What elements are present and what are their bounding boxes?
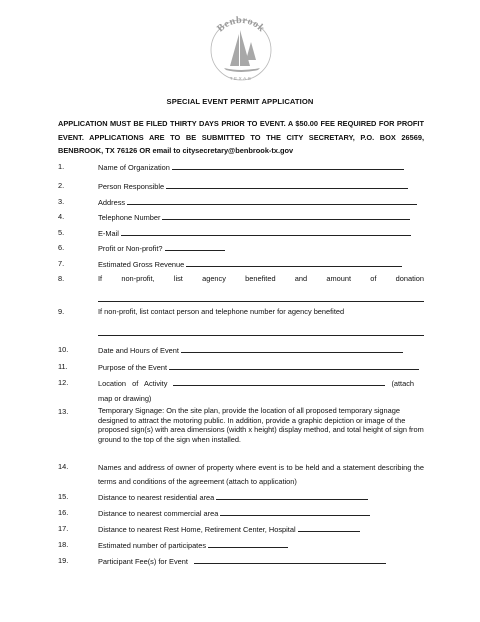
estimated-gross-revenue-field[interactable]	[186, 258, 402, 267]
name-of-organization-field[interactable]	[172, 161, 404, 170]
distance-residential-field[interactable]	[216, 491, 368, 500]
filing-notice: APPLICATION MUST BE FILED THIRTY DAYS PRIOR TO EVENT. A $50.00 FEE REQUIRED FOR PROFIT EVENT. APPLICATIONS ARE TO BE SUBMITTED TO THE CITY SECRETARY, P.O. BOX 26569, BENBROOK, TX 76126 OR email to citysecretary@benbrook-tx.gov	[58, 119, 424, 156]
item-number: 4.	[58, 212, 65, 221]
benbrook-logo	[206, 12, 276, 82]
logo-state: TEXAS	[229, 76, 253, 81]
item-label: Person Responsible	[98, 182, 165, 191]
item-number: 3.	[58, 197, 65, 206]
item-label: Temporary Signage: On the site plan, provide the location of all proposed temporary signage designed to attract the motoring public. In addition, provide a graphic depiction or image of the proposed sign(s) with area dimensions (width x height) display method, and total height of sign from ground to the top of the sign when installed.	[98, 406, 424, 444]
item-number: 13.	[58, 407, 69, 416]
item-label: Distance to nearest Rest Home, Retirement Center, Hospital	[98, 525, 296, 534]
item-label: Name of Organization	[98, 163, 170, 172]
purpose-of-event-field[interactable]	[169, 361, 419, 370]
item-label-suffix: (attach	[391, 379, 415, 388]
item-label: Names and address of owner of property where event is to be held and a statement describing the terms and conditions of the agreement (attach to application)	[98, 463, 424, 486]
item-number: 16.	[58, 508, 69, 517]
distance-rest-home-field[interactable]	[298, 523, 360, 532]
item-label: If non-profit, list contact person and telephone number for agency benefited	[98, 307, 345, 316]
item-number: 18.	[58, 540, 69, 549]
item-number: 6.	[58, 243, 65, 252]
logo-name: Benbrook	[215, 14, 267, 35]
location-of-activity-field[interactable]	[173, 377, 385, 386]
participant-fees-field[interactable]	[194, 555, 386, 564]
item-number: 19.	[58, 556, 69, 565]
person-responsible-field[interactable]	[166, 180, 408, 189]
sailboat-icon	[224, 30, 260, 72]
item-number: 1.	[58, 162, 65, 171]
email-field[interactable]	[121, 227, 411, 236]
item-number: 14.	[58, 462, 69, 471]
item-label: If non-profit, list agency benefited and amount of donation	[98, 274, 424, 283]
item-number: 11.	[58, 362, 68, 371]
item-label: Date and Hours of Event	[98, 346, 179, 355]
item-label: Estimated number of participates	[98, 541, 207, 550]
item-label: Address	[98, 198, 126, 207]
item-number: 9.	[58, 307, 65, 316]
item-label: E-Mail	[98, 229, 119, 238]
item-label: Distance to nearest residential area	[98, 493, 215, 502]
distance-commercial-field[interactable]	[220, 507, 370, 516]
item-label: Distance to nearest commercial area	[98, 509, 219, 518]
item-label: Purpose of the Event	[98, 363, 168, 372]
item-number: 5.	[58, 228, 65, 237]
telephone-number-field[interactable]	[162, 211, 410, 220]
item-number: 12.	[58, 378, 69, 387]
address-field[interactable]	[127, 196, 417, 205]
item-number: 7.	[58, 259, 65, 268]
item-label: Estimated Gross Revenue	[98, 260, 185, 269]
item-label: Participant Fee(s) for Event	[98, 557, 188, 566]
item-label: Location of Activity	[98, 379, 168, 388]
item-number: 17.	[58, 524, 69, 533]
agency-contact-field[interactable]	[98, 327, 424, 336]
item-number: 15.	[58, 492, 69, 501]
agency-donation-field[interactable]	[98, 293, 424, 302]
item-number: 2.	[58, 181, 65, 190]
item-label: Telephone Number	[98, 213, 161, 222]
item-label-continued: map or drawing)	[98, 393, 152, 403]
date-and-hours-field[interactable]	[181, 344, 403, 353]
item-label: Profit or Non-profit?	[98, 244, 163, 253]
item-number: 8.	[58, 274, 65, 283]
document-title: SPECIAL EVENT PERMIT APPLICATION	[166, 97, 314, 106]
number-of-participants-field[interactable]	[208, 539, 288, 548]
profit-or-nonprofit-field[interactable]	[165, 242, 225, 251]
item-number: 10.	[58, 345, 69, 354]
